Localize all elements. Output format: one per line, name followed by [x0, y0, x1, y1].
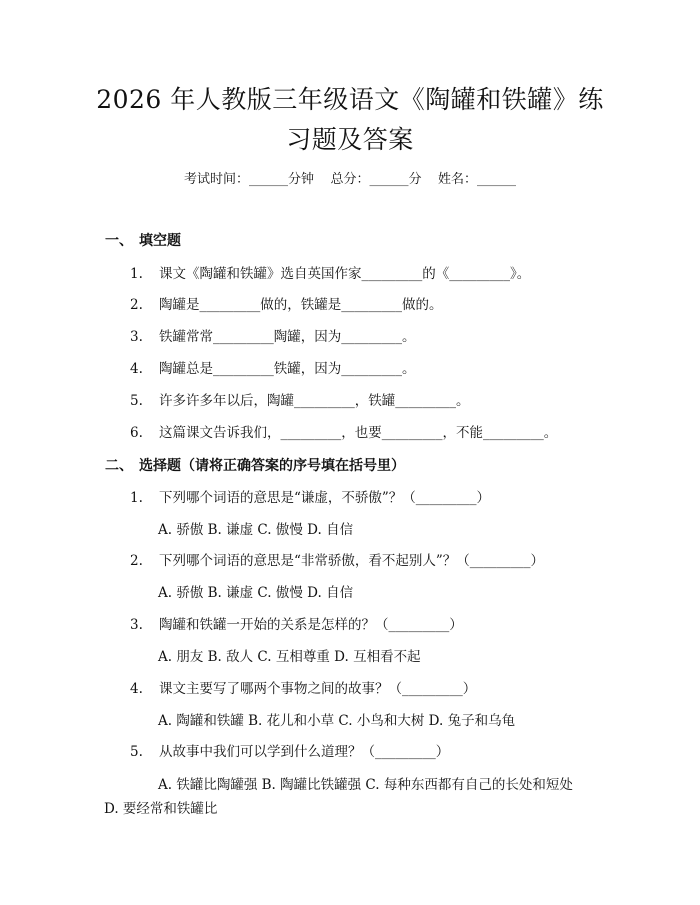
- section-title: 选择题（请将正确答案的序号填在括号里）: [139, 458, 405, 474]
- title-line-2: 习题及答案: [286, 125, 414, 154]
- exam-meta: 考试时间：______分钟 总分：______分 姓名：______: [183, 172, 517, 187]
- question-text: 陶罐和铁罐一开始的关系是怎样的？（_________）: [159, 617, 463, 633]
- question-number: 3.: [130, 617, 143, 633]
- question-item: [130, 740, 449, 760]
- question-number: 4.: [130, 681, 143, 697]
- question-item: [130, 389, 470, 409]
- section-heading-fill-in: [105, 230, 181, 250]
- question-number: 3.: [130, 329, 143, 345]
- title-line-1: 2026 年人教版三年级语文《陶罐和铁罐》练: [96, 85, 604, 114]
- question-number: 2.: [130, 553, 143, 569]
- question-number: 6.: [130, 425, 143, 441]
- question-item: [130, 486, 490, 506]
- answer-options: A. 骄傲 B. 谦虚 C. 傲慢 D. 自信: [158, 585, 354, 601]
- question-item: [130, 262, 530, 282]
- question-text: 从故事中我们可以学到什么道理？（_________）: [159, 744, 450, 760]
- section-heading-multiple-choice: [105, 455, 405, 475]
- answer-options: A. 陶罐和铁罐 B. 花儿和小草 C. 小鸟和大树 D. 兔子和乌龟: [158, 713, 516, 729]
- question-text: 下列哪个词语的意思是“非常骄傲，看不起别人”？（_________）: [159, 553, 545, 569]
- section-number: 二、: [105, 458, 133, 474]
- question-text: 课文《陶罐和铁罐》选自英国作家_________的《_________》。: [159, 266, 531, 282]
- question-item: [130, 677, 476, 697]
- answer-options: A. 铁罐比陶罐强 B. 陶罐比铁罐强 C. 每种东西都有自己的长处和短处: [158, 777, 573, 793]
- question-item: [130, 325, 416, 345]
- section-number: 一、: [105, 233, 133, 249]
- question-item: [130, 549, 544, 569]
- section-title: 填空题: [139, 233, 181, 249]
- question-item: [130, 293, 443, 313]
- question-text: 许多许多年以后，陶罐_________，铁罐_________。: [159, 393, 470, 409]
- question-item: [130, 613, 463, 633]
- question-text: 铁罐常常_________陶罐，因为_________。: [159, 329, 416, 345]
- question-item: [130, 421, 557, 441]
- question-text: 下列哪个词语的意思是“谦虚，不骄傲”？（_________）: [159, 490, 491, 506]
- question-number: 1.: [130, 490, 143, 506]
- question-number: 5.: [130, 393, 143, 409]
- question-text: 课文主要写了哪两个事物之间的故事？（_________）: [159, 681, 477, 697]
- question-text: 陶罐是_________做的，铁罐是_________做的。: [159, 297, 443, 313]
- question-number: 4.: [130, 361, 143, 377]
- answer-options-continued: D. 要经常和铁罐比: [104, 801, 218, 817]
- document-title: [60, 80, 640, 160]
- question-text: 陶罐总是_________铁罐，因为_________。: [159, 361, 416, 377]
- answer-options: A. 骄傲 B. 谦虚 C. 傲慢 D. 自信: [158, 522, 354, 538]
- question-item: [130, 357, 416, 377]
- question-number: 2.: [130, 297, 143, 313]
- question-number: 1.: [130, 266, 143, 282]
- question-text: 这篇课文告诉我们，_________，也要_________，不能_________。: [159, 425, 558, 441]
- answer-options: A. 朋友 B. 敌人 C. 互相尊重 D. 互相看不起: [158, 649, 421, 665]
- question-number: 5.: [130, 744, 143, 760]
